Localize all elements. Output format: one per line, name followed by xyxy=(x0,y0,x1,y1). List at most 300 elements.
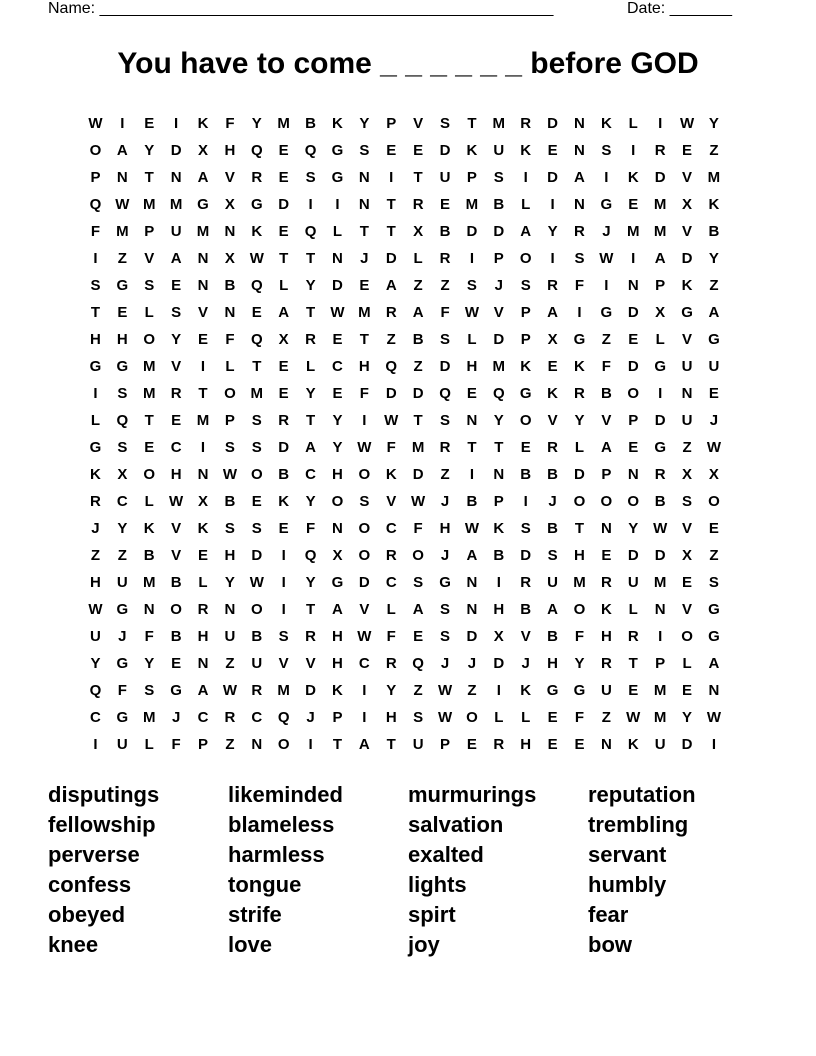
grid-letter: U xyxy=(627,574,639,591)
grid-letter: S xyxy=(682,493,693,510)
grid-letter: A xyxy=(412,601,424,618)
grid-letter: R xyxy=(627,628,639,645)
grid-letter: V xyxy=(682,331,693,348)
grid-letter: M xyxy=(277,682,290,699)
grid-letter: Q xyxy=(304,142,317,159)
grid-letter: W xyxy=(384,412,399,429)
grid-letter: E xyxy=(171,412,182,429)
grid-letter: F xyxy=(90,223,101,240)
word-bank-item: reputation xyxy=(588,782,696,807)
word-bank-item: spirt xyxy=(408,902,456,927)
grid-letter: E xyxy=(278,520,289,537)
grid-letter: E xyxy=(547,736,558,753)
grid-letter: P xyxy=(198,736,209,753)
grid-letter: P xyxy=(144,223,155,240)
grid-letter: D xyxy=(439,358,451,375)
grid-letter: K xyxy=(332,682,343,699)
grid-letter: K xyxy=(547,385,558,402)
grid-letter: F xyxy=(386,439,396,456)
grid-letter: A xyxy=(358,736,370,753)
grid-letter: G xyxy=(546,682,559,699)
grid-letter: K xyxy=(681,277,693,294)
grid-letter: O xyxy=(224,385,236,402)
grid-letter: Q xyxy=(385,358,398,375)
grid-letter: O xyxy=(466,709,478,726)
grid-letter: P xyxy=(466,169,477,186)
grid-letter: G xyxy=(708,331,720,348)
grid-letter: J xyxy=(467,655,477,672)
grid-letter: T xyxy=(386,196,396,213)
grid-letter: T xyxy=(467,115,477,132)
grid-letter: B xyxy=(170,574,182,591)
name-field: Name: ___________________________________________________ xyxy=(48,0,554,17)
grid-letter: P xyxy=(493,493,504,510)
grid-letter: D xyxy=(493,331,505,348)
grid-letter: J xyxy=(548,493,557,510)
grid-letter: K xyxy=(520,682,532,699)
grid-letter: C xyxy=(385,520,397,537)
grid-letter: D xyxy=(627,304,639,321)
grid-letter: V xyxy=(601,412,612,429)
grid-letter: X xyxy=(682,196,693,213)
grid-letter: A xyxy=(574,169,585,186)
grid-letter: B xyxy=(224,277,236,294)
grid-letter: S xyxy=(547,547,558,564)
grid-letter: V xyxy=(682,601,693,618)
grid-letter: N xyxy=(197,277,209,294)
grid-letter: E xyxy=(171,655,182,672)
grid-letter: R xyxy=(90,493,101,510)
grid-letter: I xyxy=(658,628,663,645)
word-bank-item: trembling xyxy=(588,812,689,837)
grid-letter: L xyxy=(682,655,692,672)
grid-letter: T xyxy=(413,169,423,186)
word-bank-item: disputings xyxy=(48,782,160,807)
grid-letter: L xyxy=(305,358,316,375)
grid-letter: D xyxy=(654,412,666,429)
grid-letter: G xyxy=(116,277,129,294)
grid-letter: T xyxy=(386,223,396,240)
grid-letter: H xyxy=(332,466,343,483)
grid-letter: T xyxy=(279,250,289,267)
grid-letter: A xyxy=(654,250,666,267)
grid-letter: O xyxy=(170,601,182,618)
word-bank-item: love xyxy=(228,932,273,957)
grid-letter: N xyxy=(358,169,370,186)
grid-letter: S xyxy=(251,520,262,537)
grid-letter: I xyxy=(281,547,286,564)
grid-letter: J xyxy=(118,628,127,645)
grid-letter: Y xyxy=(224,574,235,591)
grid-letter: F xyxy=(144,628,154,645)
word-bank-item: perverse xyxy=(48,842,140,867)
grid-letter: G xyxy=(600,304,613,321)
grid-letter: Z xyxy=(225,736,235,753)
grid-letter: X xyxy=(655,304,666,321)
grid-letter: V xyxy=(171,520,182,537)
grid-letter: I xyxy=(389,169,394,186)
grid-letter: O xyxy=(358,520,371,537)
grid-letter: Z xyxy=(413,682,423,699)
grid-letter: G xyxy=(250,196,263,213)
grid-letter: L xyxy=(198,574,208,591)
grid-letter: R xyxy=(439,439,451,456)
grid-letter: V xyxy=(305,655,316,672)
grid-letter: I xyxy=(550,250,555,267)
grid-letter: R xyxy=(251,169,263,186)
grid-letter: K xyxy=(600,601,612,618)
grid-letter: X xyxy=(278,331,289,348)
grid-letter: W xyxy=(411,493,426,510)
grid-letter: A xyxy=(547,601,558,618)
grid-letter: Q xyxy=(304,223,317,240)
grid-letter: L xyxy=(225,358,235,375)
grid-letter: L xyxy=(628,601,638,618)
grid-letter: N xyxy=(332,520,343,537)
grid-letter: W xyxy=(679,115,695,132)
grid-letter: Y xyxy=(708,115,719,132)
grid-letter: D xyxy=(466,223,478,240)
grid-letter: T xyxy=(90,304,101,321)
grid-letter: V xyxy=(682,169,693,186)
grid-letter: W xyxy=(437,682,453,699)
word-bank-item: murmurings xyxy=(408,782,537,807)
grid-letter: I xyxy=(308,196,313,213)
grid-letter: F xyxy=(574,628,585,645)
grid-letter: W xyxy=(88,115,103,132)
grid-letter: S xyxy=(440,601,451,618)
grid-letter: M xyxy=(142,196,156,213)
grid-letter: A xyxy=(116,142,128,159)
grid-letter: T xyxy=(386,736,396,753)
grid-letter: N xyxy=(708,682,720,699)
grid-letter: T xyxy=(359,331,369,348)
word-bank-item: obeyed xyxy=(48,902,126,927)
grid-letter: S xyxy=(440,331,451,348)
grid-letter: K xyxy=(600,115,612,132)
grid-letter: K xyxy=(627,736,639,753)
grid-letter: O xyxy=(89,142,102,159)
grid-letter: V xyxy=(682,223,693,240)
word-bank-item: likeminded xyxy=(228,782,343,807)
grid-letter: R xyxy=(278,412,290,429)
grid-letter: A xyxy=(332,601,343,618)
grid-letter: S xyxy=(413,709,424,726)
grid-letter: V xyxy=(198,304,209,321)
grid-letter: V xyxy=(520,628,531,645)
grid-letter: E xyxy=(332,385,343,402)
grid-letter: J xyxy=(440,655,450,672)
grid-letter: E xyxy=(466,385,477,402)
grid-letter: N xyxy=(358,196,370,213)
grid-letter: S xyxy=(224,520,235,537)
grid-letter: L xyxy=(655,331,665,348)
grid-letter: N xyxy=(574,196,585,213)
grid-letter: T xyxy=(413,412,423,429)
grid-letter: B xyxy=(143,547,155,564)
grid-letter: X xyxy=(413,223,424,240)
grid-letter: E xyxy=(708,520,719,537)
grid-letter: Q xyxy=(250,331,263,348)
grid-letter: T xyxy=(332,736,343,753)
grid-letter: M xyxy=(196,412,210,429)
grid-letter: M xyxy=(627,223,640,240)
grid-letter: S xyxy=(359,142,370,159)
grid-letter: I xyxy=(658,115,663,132)
grid-letter: O xyxy=(358,466,371,483)
grid-letter: D xyxy=(654,169,666,186)
puzzle-title: You have to come _ _ _ _ _ _ before GOD xyxy=(117,47,699,80)
grid-letter: B xyxy=(520,466,532,483)
grid-letter: J xyxy=(521,655,530,672)
grid-letter: O xyxy=(627,493,640,510)
grid-letter: D xyxy=(358,574,370,591)
grid-letter: S xyxy=(117,385,128,402)
grid-letter: Q xyxy=(439,385,451,402)
grid-letter: G xyxy=(708,628,720,645)
grid-letter: R xyxy=(654,142,666,159)
grid-letter: L xyxy=(386,601,396,618)
grid-letter: H xyxy=(332,628,343,645)
grid-letter: K xyxy=(708,196,720,213)
grid-letter: R xyxy=(305,331,316,348)
grid-letter: Z xyxy=(386,331,396,348)
grid-letter: Z xyxy=(601,709,611,726)
grid-letter: S xyxy=(305,169,316,186)
grid-letter: R xyxy=(412,196,424,213)
grid-letter: G xyxy=(708,601,720,618)
grid-letter: N xyxy=(574,115,585,132)
grid-letter: E xyxy=(547,709,558,726)
grid-letter: B xyxy=(493,196,505,213)
grid-letter: X xyxy=(224,250,235,267)
grid-letter: Y xyxy=(144,655,155,672)
grid-letter: U xyxy=(681,358,693,375)
grid-letter: I xyxy=(335,196,340,213)
grid-letter: H xyxy=(224,547,236,564)
grid-letter: D xyxy=(332,277,343,294)
grid-letter: G xyxy=(116,655,129,672)
grid-letter: Y xyxy=(251,115,262,132)
grid-letter: R xyxy=(385,304,397,321)
grid-letter: T xyxy=(252,358,262,375)
grid-letter: T xyxy=(144,169,154,186)
grid-letter: S xyxy=(520,277,531,294)
grid-letter: M xyxy=(653,709,667,726)
grid-letter: J xyxy=(709,412,719,429)
grid-letter: S xyxy=(493,169,504,186)
grid-letter: V xyxy=(547,412,558,429)
grid-letter: E xyxy=(682,682,693,699)
grid-letter: S xyxy=(708,574,719,591)
grid-letter: Q xyxy=(116,412,129,429)
grid-letter: H xyxy=(170,466,182,483)
grid-letter: W xyxy=(464,304,479,321)
grid-letter: E xyxy=(386,142,397,159)
grid-letter: K xyxy=(385,466,397,483)
grid-letter: W xyxy=(626,709,641,726)
grid-letter: I xyxy=(200,439,206,456)
grid-letter: Z xyxy=(225,655,235,672)
grid-letter: A xyxy=(600,439,612,456)
grid-letter: G xyxy=(681,304,693,321)
grid-letter: I xyxy=(631,250,636,267)
grid-letter: P xyxy=(332,709,343,726)
grid-letter: M xyxy=(116,223,129,240)
grid-letter: P xyxy=(655,277,666,294)
grid-letter: C xyxy=(305,466,316,483)
grid-letter: D xyxy=(627,358,639,375)
grid-letter: O xyxy=(573,601,586,618)
grid-letter: E xyxy=(278,169,289,186)
grid-letter: Z xyxy=(117,250,127,267)
grid-letter: F xyxy=(305,520,316,537)
grid-letter: M xyxy=(653,196,667,213)
grid-letter: J xyxy=(494,277,503,294)
grid-letter: K xyxy=(143,520,155,537)
grid-letter: R xyxy=(197,601,209,618)
grid-letter: Y xyxy=(682,709,693,726)
grid-letter: P xyxy=(440,736,451,753)
grid-letter: O xyxy=(331,493,344,510)
grid-letter: U xyxy=(439,169,451,186)
grid-letter: Y xyxy=(305,277,316,294)
grid-letter: Q xyxy=(89,196,102,213)
grid-letter: D xyxy=(170,142,182,159)
grid-letter: D xyxy=(681,250,693,267)
grid-letter: C xyxy=(358,655,370,672)
grid-letter: Q xyxy=(250,142,263,159)
grid-letter: Y xyxy=(628,520,639,537)
grid-letter: N xyxy=(493,466,505,483)
grid-letter: W xyxy=(464,520,479,537)
grid-letter: I xyxy=(308,736,313,753)
grid-letter: U xyxy=(90,628,101,645)
grid-letter: D xyxy=(627,547,639,564)
grid-letter: S xyxy=(440,412,451,429)
grid-letter: M xyxy=(142,574,156,591)
grid-letter: E xyxy=(708,385,719,402)
word-bank-item: tongue xyxy=(228,872,302,897)
grid-letter: K xyxy=(520,358,532,375)
grid-letter: M xyxy=(358,304,371,321)
grid-letter: Y xyxy=(574,412,585,429)
grid-letter: P xyxy=(386,115,397,132)
grid-letter: N xyxy=(627,277,639,294)
grid-letter: M xyxy=(653,574,667,591)
grid-letter: U xyxy=(224,628,236,645)
grid-letter: E xyxy=(682,142,693,159)
grid-letter: E xyxy=(359,277,370,294)
grid-letter: L xyxy=(90,412,101,429)
grid-letter: B xyxy=(224,493,236,510)
grid-letter: Y xyxy=(171,331,182,348)
grid-letter: C xyxy=(385,574,397,591)
grid-letter: L xyxy=(521,196,531,213)
grid-letter: T xyxy=(305,412,316,429)
grid-letter: F xyxy=(359,385,369,402)
grid-letter: H xyxy=(466,358,478,375)
grid-letter: N xyxy=(466,412,478,429)
word-bank-item: confess xyxy=(48,872,132,897)
grid-letter: V xyxy=(224,169,235,186)
grid-letter: A xyxy=(412,304,424,321)
grid-letter: N xyxy=(466,601,478,618)
grid-letter: N xyxy=(197,655,209,672)
grid-letter: O xyxy=(519,250,532,267)
grid-letter: D xyxy=(547,169,558,186)
grid-letter: T xyxy=(628,655,638,672)
grid-letter: X xyxy=(547,331,558,348)
grid-letter: N xyxy=(600,736,612,753)
grid-letter: H xyxy=(385,709,397,726)
grid-letter: G xyxy=(439,574,451,591)
word-bank-item: fellowship xyxy=(48,812,156,837)
grid-letter: A xyxy=(708,655,720,672)
grid-letter: V xyxy=(171,358,182,375)
grid-letter: S xyxy=(251,439,262,456)
grid-letter: N xyxy=(332,250,343,267)
word-bank-item: joy xyxy=(408,932,440,957)
grid-letter: I xyxy=(469,250,474,267)
grid-letter: I xyxy=(496,682,501,699)
grid-letter: S xyxy=(90,277,101,294)
grid-letter: A xyxy=(385,277,397,294)
grid-letter: I xyxy=(577,304,582,321)
grid-letter: A xyxy=(278,304,290,321)
grid-letter: K xyxy=(627,169,639,186)
grid-letter: D xyxy=(385,250,397,267)
word-bank-item: lights xyxy=(408,872,467,897)
grid-letter: E xyxy=(628,439,639,456)
grid-letter: Z xyxy=(90,547,101,564)
grid-letter: W xyxy=(599,250,614,267)
grid-letter: R xyxy=(439,250,451,267)
grid-letter: P xyxy=(90,169,101,186)
grid-letter: D xyxy=(412,385,424,402)
grid-letter: Y xyxy=(493,412,504,429)
grid-letter: U xyxy=(547,574,558,591)
grid-letter: A xyxy=(520,223,532,240)
grid-letter: A xyxy=(170,250,182,267)
word-bank-item: strife xyxy=(228,902,282,927)
grid-letter: U xyxy=(681,412,693,429)
grid-letter: E xyxy=(628,682,639,699)
grid-letter: N xyxy=(224,601,236,618)
grid-letter: E xyxy=(413,142,424,159)
header-line xyxy=(48,0,748,20)
grid-letter: B xyxy=(493,547,505,564)
grid-letter: X xyxy=(493,628,504,645)
grid-letter: P xyxy=(493,250,504,267)
grid-letter: R xyxy=(574,385,585,402)
grid-letter: H xyxy=(224,142,236,159)
grid-letter: L xyxy=(144,304,154,321)
grid-letter: H xyxy=(600,628,612,645)
grid-letter: X xyxy=(682,466,693,483)
grid-letter: B xyxy=(600,385,612,402)
grid-letter: E xyxy=(251,493,262,510)
grid-letter: P xyxy=(224,412,235,429)
grid-letter: Z xyxy=(682,439,692,456)
grid-letter: G xyxy=(331,574,344,591)
grid-letter: H xyxy=(197,628,209,645)
grid-letter: X xyxy=(198,493,209,510)
grid-letter: W xyxy=(357,628,372,645)
grid-letter: R xyxy=(385,547,397,564)
grid-letter: S xyxy=(413,574,424,591)
grid-letter: I xyxy=(362,412,367,429)
